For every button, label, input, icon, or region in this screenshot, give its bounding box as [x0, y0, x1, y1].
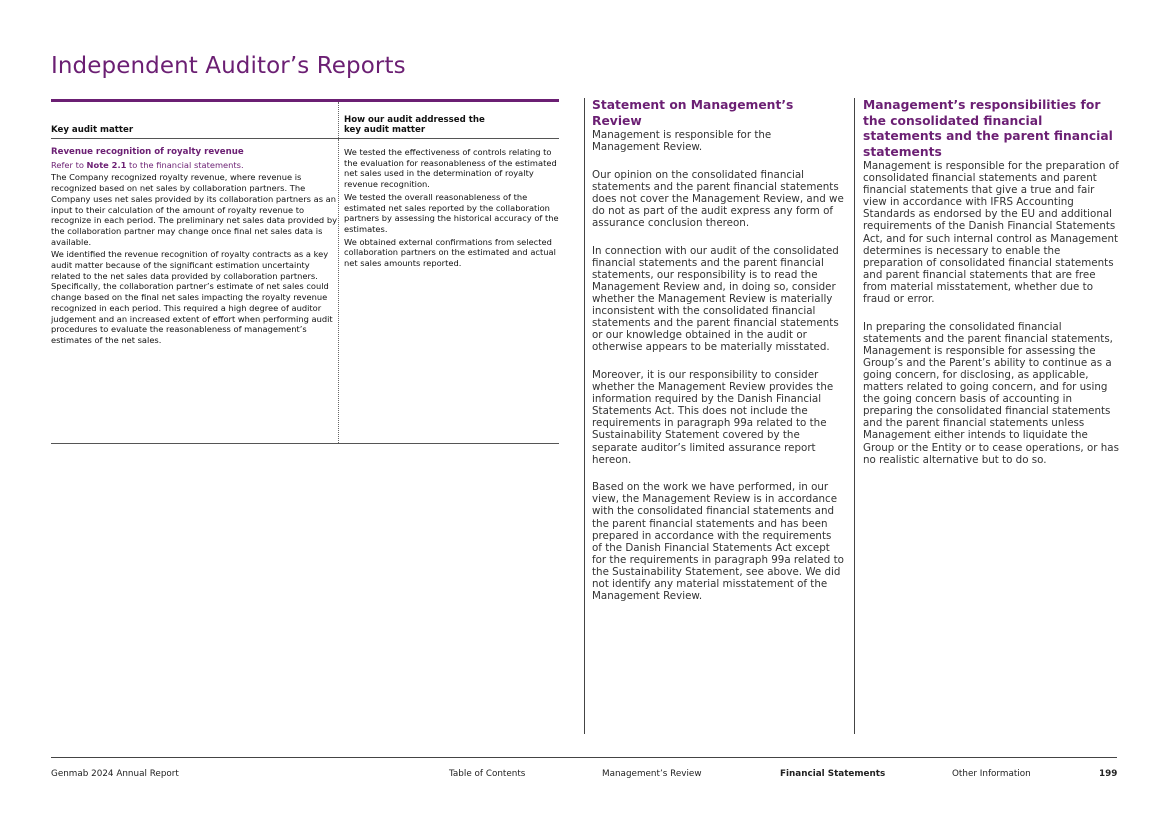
page-number: 199 [1099, 769, 1118, 779]
column-divider [584, 98, 585, 734]
footer-divider [51, 757, 1117, 758]
header-key-audit-matter: Key audit matter [51, 125, 134, 135]
footer-nav-financial-statements[interactable]: Financial Statements [780, 769, 886, 779]
section-paragraph: In preparing the consolidated financial statements and the parent financial statements, Management is responsible for assessing the Group’s and the Parent’s ability to continue as a going concern, for disclosing, as applicable, matters related to going concern, and for using the going concern basis of accounting in preparing the consolidated financial statements and the parent financial statements unless Management either intends to liquidate the Group or the Entity or to cease operations, or has no realistic alternative but to do so. [863, 320, 1119, 466]
table-header-cell-matter [51, 102, 338, 138]
column-divider [854, 98, 855, 734]
management-review-section [592, 98, 844, 618]
matter-paragraph: We identified the revenue recognition of royalty contracts as a key audit matter because of the significant estimation uncertainty related to the net sales data provided by collaboration partners. Specifically, the collaboration partner’s estimate of net sales could change based on the final net sales impacting the royalty revenue recognized in each period. This required a high degree of auditor judgement and an increased extent of effort when performing audit procedures to evaluate the reasonableness of management’s estimates of the net sales. [51, 249, 333, 345]
management-responsibilities-section [863, 98, 1119, 481]
table-header-cell-response [338, 102, 559, 138]
section-paragraph: Our opinion on the consolidated financial statements and the parent financial statements does not cover the Management Review, and we do not as part of the audit express any form of assurance conclusion thereon. [592, 168, 844, 230]
response-paragraph: We tested the effectiveness of controls relating to the evaluation for reasonableness of the estimated net sales used in the determination of royalty revenue recognition. [344, 147, 557, 190]
section-heading: Management’s responsibilities for the consolidated financial statements and the parent financial statements [863, 98, 1113, 159]
footer-nav-other-information[interactable]: Other Information [952, 769, 1031, 779]
section-paragraph: Management is responsible for the Management Review. [592, 129, 772, 154]
table-header-row [51, 102, 559, 139]
note-link[interactable]: Note 2.1 [86, 159, 127, 170]
matter-title: Revenue recognition of royalty revenue [51, 147, 244, 157]
section-paragraph: Moreover, it is our responsibility to consider whether the Management Review provides the information required by the Danish Financial Statements Act. This does not include the requirements in paragraph 99a related to the Sustainability Statement covered by the separate auditor’s limited assurance report hereon. [592, 369, 834, 466]
response-paragraph: We obtained external confirmations from selected collaboration partners on the estimated and actual net sales amounts reported. [344, 236, 556, 269]
key-audit-matter-cell [51, 139, 338, 443]
audit-response-cell [338, 139, 559, 443]
header-how-addressed: How our audit addressed the key audit matter [344, 115, 485, 135]
table-row [51, 139, 559, 444]
section-paragraph: Management is responsible for the preparation of consolidated financial statements and parent financial statements that give a true and fair view in accordance with IFRS Accounting Standards as endorsed by the EU and additional requirements of the Danish Financial Statements Act, and for such internal control as Management determines is necessary to enable the preparation of consolidated financial statements and parent financial statements that are free from material misstatement, whether due to fraud or error. [863, 160, 1119, 306]
response-paragraph: We tested the overall reasonableness of the estimated net sales reported by the collaboration partners by assessing the historical accuracy of the estimates. [344, 191, 559, 234]
section-paragraph: In connection with our audit of the consolidated financial statements and the parent financial statements, our responsibility is to read the Management Review and, in doing so, consider whether the Management Review is materially inconsistent with the consolidated financial statements and the parent financial statements or our knowledge obtained in the audit or otherwise appears to be materially misstated. [592, 244, 839, 354]
page-title: Independent Auditor’s Reports [51, 53, 406, 80]
section-heading: Statement on Management’s Review [592, 98, 794, 128]
footer-report-name: Genmab 2024 Annual Report [51, 769, 179, 779]
section-paragraph: Based on the work we have performed, in our view, the Management Review is in accordance with the consolidated financial statements and the parent financial statements and has been prepared in accordance with the requirements of the Danish Financial Statements Act except for the requirements in paragraph 99a related to the Sustainability Statement, see above. We did not identify any material misstatement of the Management Review. [592, 481, 844, 603]
note-reference: Refer to Note 2.1 to the financial statements. [51, 159, 244, 170]
matter-paragraph: The Company recognized royalty revenue, where revenue is recognized based on net sales by collaboration partners. The Company uses net sales provided by its collaboration partners as an input to their calculation of the amount of royalty revenue to recognize in each period. The preliminary net sales data provided by the collaboration partner may change once final net sales data is available. [51, 172, 338, 247]
footer-nav-management-review[interactable]: Management’s Review [602, 769, 702, 779]
key-audit-matter-table [51, 99, 559, 444]
footer-nav-table-of-contents[interactable]: Table of Contents [449, 769, 526, 779]
